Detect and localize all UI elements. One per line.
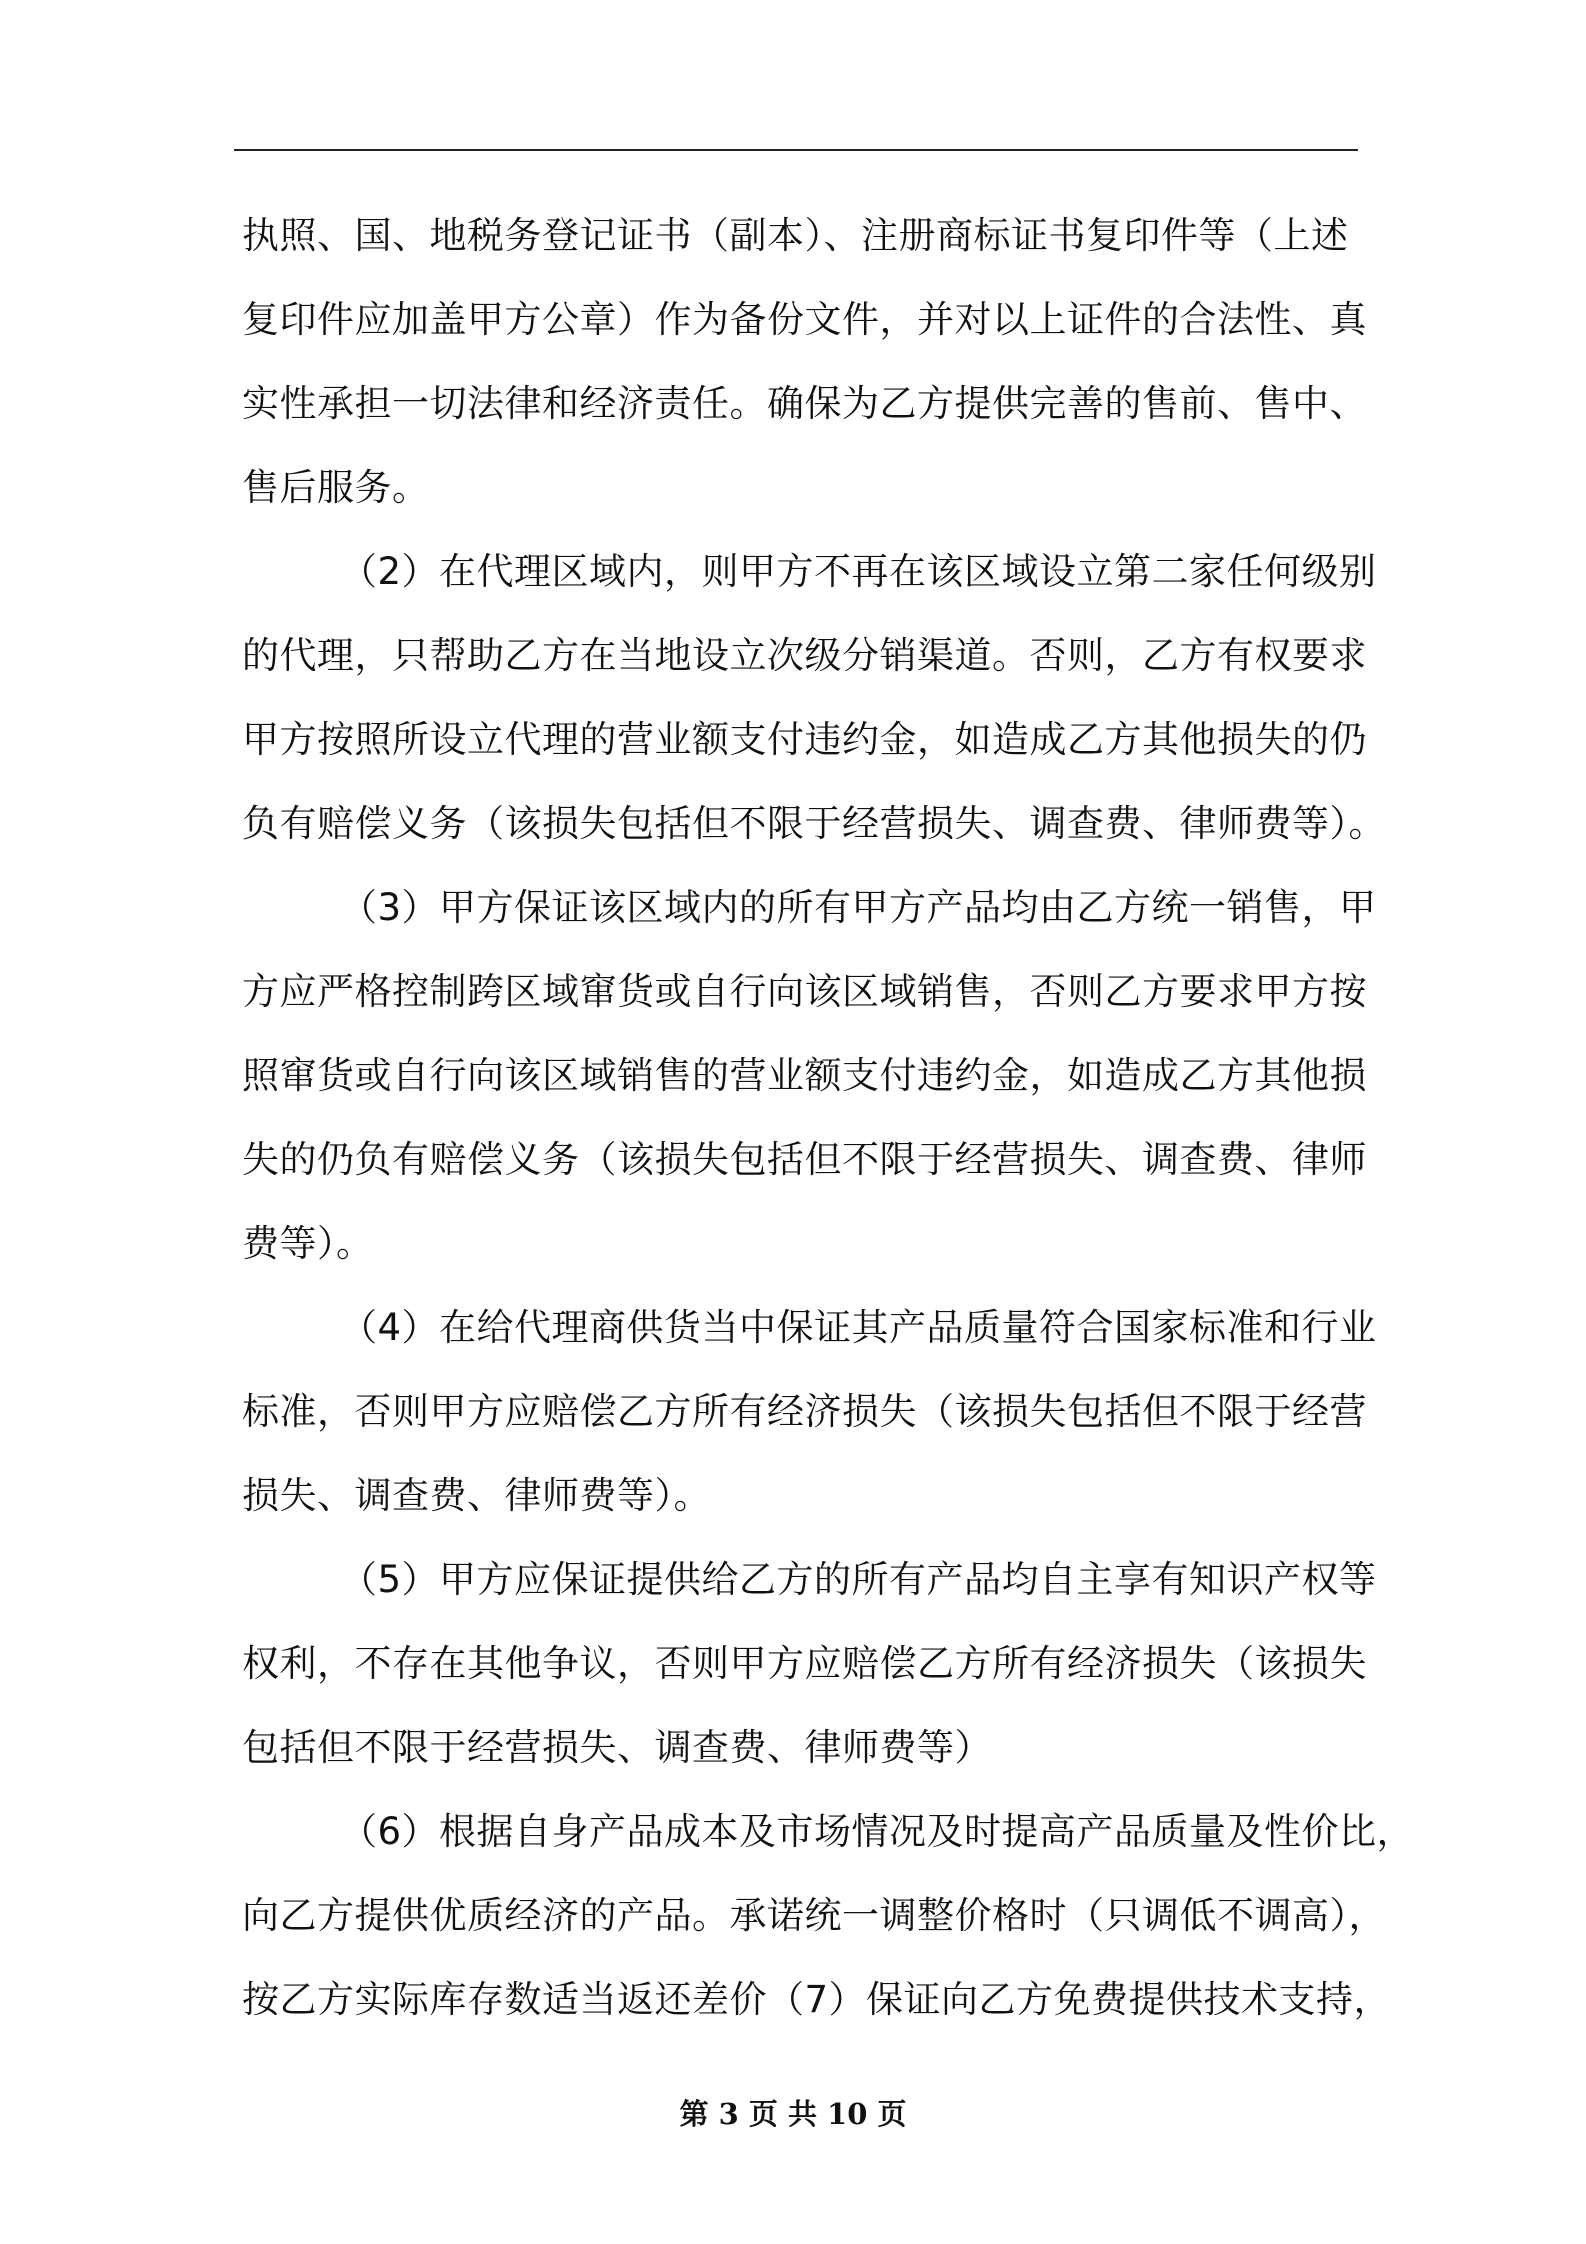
page-number-footer: 第 3 页 共 10 页 <box>679 2097 907 2131</box>
text-line: 实性承担一切法律和经济责任。确保为乙方提供完善的售前、售中、 <box>242 382 1367 425</box>
text-line: 售后服务。 <box>242 466 430 509</box>
text-line: 的代理，只帮助乙方在当地设立次级分销渠道。否则，乙方有权要求 <box>242 634 1367 677</box>
text-line: 照窜货或自行向该区域销售的营业额支付违约金，如造成乙方其他损 <box>242 1054 1367 1097</box>
text-line: 包括但不限于经营损失、调查费、律师费等） <box>242 1726 992 1769</box>
text-line: 按乙方实际库存数适当返还差价（7）保证向乙方免费提供技术支持， <box>242 1978 1392 2021</box>
text-line: 复印件应加盖甲方公章）作为备份文件，并对以上证件的合法性、真 <box>242 298 1367 341</box>
text-line: 向乙方提供优质经济的产品。承诺统一调整价格时（只调低不调高）， <box>242 1894 1386 1937</box>
text-line: 权利，不存在其他争议，否则甲方应赔偿乙方所有经济损失（该损失 <box>242 1642 1367 1685</box>
clause-6-first-line: （6）根据自身产品成本及市场情况及时提高产品质量及性价比， <box>340 1810 1415 1853</box>
clause-2-first-line: （2）在代理区域内，则甲方不再在该区域设立第二家任何级别 <box>340 550 1377 593</box>
text-line: 负有赔偿义务（该损失包括但不限于经营损失、调查费、律师费等）。 <box>242 802 1386 845</box>
clause-4-first-line: （4）在给代理商供货当中保证其产品质量符合国家标准和行业 <box>340 1306 1377 1349</box>
text-line: 执照、国、地税务登记证书（副本）、注册商标证书复印件等（上述 <box>242 214 1349 257</box>
text-line: 方应严格控制跨区域窜货或自行向该区域销售，否则乙方要求甲方按 <box>242 970 1367 1013</box>
text-line: 标准，否则甲方应赔偿乙方所有经济损失（该损失包括但不限于经营 <box>242 1390 1367 1433</box>
clause-5-first-line: （5）甲方应保证提供给乙方的所有产品均自主享有知识产权等 <box>340 1558 1377 1601</box>
text-line: 甲方按照所设立代理的营业额支付违约金，如造成乙方其他损失的仍 <box>242 718 1367 761</box>
text-line: 损失、调查费、律师费等）。 <box>242 1474 711 1517</box>
text-line: 费等）。 <box>242 1222 374 1265</box>
header-rule <box>234 149 1358 151</box>
text-line: 失的仍负有赔偿义务（该损失包括但不限于经营损失、调查费、律师 <box>242 1138 1367 1181</box>
clause-3-first-line: （3）甲方保证该区域内的所有甲方产品均由乙方统一销售，甲 <box>340 886 1377 929</box>
document-body <box>242 194 1415 2042</box>
